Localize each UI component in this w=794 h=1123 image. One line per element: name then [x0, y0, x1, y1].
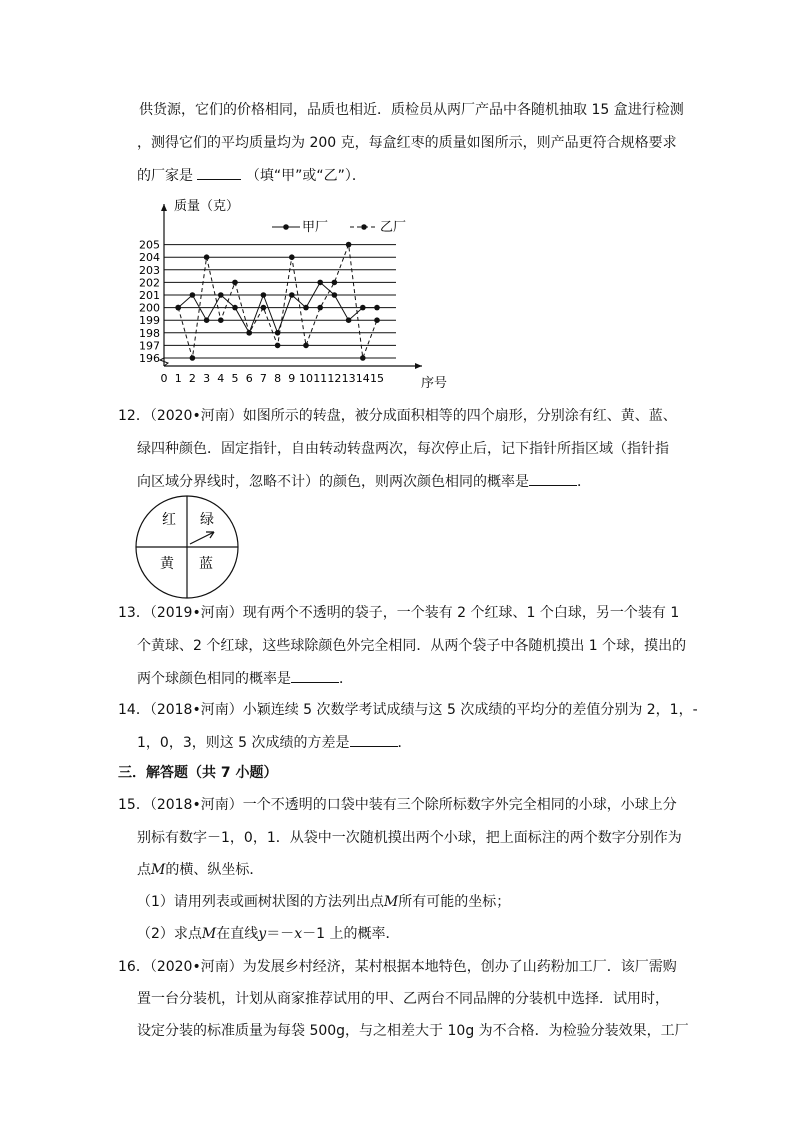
p15-q1	[137, 892, 510, 912]
p13-line1: 13．（2019•河南）现有两个不透明的袋子，一个装有 2 个红球、1 个白球，另一个装有 1	[118, 605, 680, 621]
y-tick-label: 205	[139, 238, 160, 252]
data-point	[175, 305, 181, 311]
var-x: x	[294, 926, 303, 942]
data-point	[332, 292, 338, 298]
p13-line3-text: 两个球颜色相同的概率是	[137, 671, 291, 687]
data-point	[190, 355, 196, 361]
var-M: M	[151, 862, 166, 878]
series-line-2	[178, 245, 377, 358]
p16-line1: 16．（2020•河南）为发展乡村经济，某村根据本地特色，创办了山药粉加工厂．该厂需购	[118, 959, 677, 975]
x-axis-title: 序号	[421, 376, 448, 391]
data-point	[346, 242, 352, 248]
p13-line3-end: ．	[339, 671, 353, 687]
p15-line1: 15．（2018•河南）一个不透明的口袋中装有三个除所标数字外完全相同的小球，小球上分	[118, 797, 677, 813]
x-tick-label: 12	[327, 372, 342, 385]
legend-marker	[361, 224, 367, 230]
x-tick-label: 6	[245, 372, 253, 385]
sector-red-label: 红	[162, 512, 176, 528]
y-tick-label: 196	[139, 352, 160, 365]
data-point	[218, 292, 224, 298]
data-point	[275, 343, 281, 349]
p15-line3-post: 的横、纵坐标．	[165, 862, 264, 878]
p13-line3	[137, 668, 353, 689]
p15-q1-post: 所有可能的坐标；	[398, 894, 511, 910]
y-tick-label: 197	[139, 339, 160, 353]
p14-line2	[137, 732, 412, 753]
p11-line1: 供货源，它们的价格相同，品质也相近．质检员从两厂产品中各随机抽取 15 盒进行检测	[139, 102, 684, 118]
p15-q2-eq: ＝－	[266, 926, 295, 942]
data-point	[190, 292, 196, 298]
data-point	[204, 254, 210, 260]
data-point	[232, 305, 238, 311]
answer-blank	[350, 732, 398, 747]
p11-line3-post: （填“甲”或“乙”）．	[245, 168, 366, 184]
x-tick-label: 15	[370, 372, 384, 385]
y-tick-label: 200	[139, 301, 160, 315]
data-point	[246, 330, 252, 336]
answer-blank	[197, 165, 241, 180]
y-axis-title: 质量（克）	[174, 199, 240, 214]
y-axis-arrow-icon	[161, 204, 167, 211]
p15-q1-pre: （1）请用列表或画树状图的方法列出点	[137, 894, 384, 910]
data-point	[346, 317, 352, 323]
p15-line3-pre: 点	[137, 862, 151, 878]
var-M: M	[201, 926, 217, 942]
y-tick-label: 201	[139, 289, 160, 302]
x-tick-label: 8	[274, 372, 282, 385]
p15-line2: 别标有数字－1，0，1．从袋中一次随机摸出两个小球，把上面标注的两个数字分别作为	[137, 830, 682, 846]
data-point	[204, 317, 210, 323]
x-tick-label: 1	[174, 372, 182, 385]
data-point	[303, 305, 309, 311]
section-heading: 三．解答题（共 7 小题）	[118, 765, 278, 781]
p15-q2-post: －1 上的概率．	[302, 926, 400, 942]
y-tick-label: 204	[139, 251, 160, 265]
sector-blue-label: 蓝	[199, 556, 213, 572]
p11-line2: ，测得它们的平均质量均为 200 克，每盒红枣的质量如图所示，则产品更符合规格要求	[137, 135, 677, 151]
var-M: M	[383, 894, 399, 910]
data-point	[261, 292, 267, 298]
data-point	[289, 254, 295, 260]
data-point	[332, 280, 338, 286]
p14-line1: 14．（2018•河南）小颖连续 5 次数学考试成绩与这 5 次成绩的平均分的差值分别为 2，1，-	[118, 702, 698, 718]
legend-label: 乙厂	[380, 220, 407, 235]
answer-blank	[291, 668, 339, 683]
data-point	[317, 305, 323, 311]
p12-line1: 12．（2020•河南）如图所示的转盘，被分成面积相等的四个扇形，分别涂有红、黄、蓝、	[118, 408, 677, 424]
data-point	[360, 305, 366, 311]
var-y: y	[258, 926, 267, 942]
data-point	[317, 280, 323, 286]
p13-line2: 个黄球、2 个红球，这些球除颜色外完全相同．从两个袋子中各随机摸出 1 个球，摸出的	[137, 638, 687, 654]
x-tick-label: 9	[288, 372, 296, 385]
quality-chart	[130, 196, 460, 392]
p15-line3	[137, 860, 263, 880]
data-point	[289, 292, 295, 298]
data-point	[232, 280, 238, 286]
data-point	[261, 305, 267, 311]
p12-line3-text: 向区域分界线时，忽略不计）的颜色，则两次颜色相同的概率是	[137, 474, 529, 490]
x-axis-arrow-icon	[415, 363, 422, 369]
p15-q2-mid: 在直线	[216, 926, 259, 942]
y-tick-label: 199	[139, 314, 160, 328]
x-tick-label: 4	[217, 372, 225, 385]
p12-line3-end: ．	[577, 474, 591, 490]
p16-line3: 设定分装的标准质量为每袋 500g，与之相差大于 10g 为不合格．为检验分装效果，工厂	[137, 1023, 689, 1039]
x-tick-label: 10	[299, 372, 313, 385]
data-point	[374, 317, 380, 323]
answer-blank	[529, 471, 577, 486]
p11-line3	[137, 165, 366, 186]
legend-label: 甲厂	[302, 220, 329, 235]
x-tick-label: 2	[188, 372, 196, 385]
x-tick-label: 0	[160, 372, 168, 385]
p15-q2-pre: （2）求点	[137, 926, 202, 942]
sector-green-label: 绿	[200, 512, 214, 528]
x-tick-label: 14	[355, 372, 370, 385]
p16-line2: 置一台分装机，计划从商家推荐试用的甲、乙两台不同品牌的分装机中选择．试用时，	[137, 991, 669, 1007]
x-tick-label: 5	[231, 372, 239, 385]
p12-line2: 绿四种颜色．固定指针，自由转动转盘两次，每次停止后，记下指针所指区域（指针指	[137, 441, 669, 457]
x-tick-label: 7	[259, 372, 267, 385]
p14-line2-end: ．	[397, 735, 412, 751]
legend-marker	[283, 224, 289, 230]
data-point	[360, 355, 366, 361]
p12-line3	[137, 471, 591, 492]
data-point	[303, 343, 309, 349]
p11-line3-pre: 的厂家是	[137, 168, 193, 184]
sector-yellow-label: 黄	[160, 556, 174, 572]
data-point	[218, 317, 224, 323]
p14-line2-text: 1，0，3，则这 5 次成绩的方差是	[137, 735, 350, 751]
y-tick-label: 198	[139, 326, 160, 340]
p15-q2	[137, 924, 399, 944]
x-tick-label: 11	[313, 372, 328, 385]
y-tick-label: 202	[139, 276, 160, 290]
y-tick-label: 203	[139, 263, 160, 277]
x-tick-label: 3	[203, 372, 211, 385]
x-tick-label: 13	[341, 372, 356, 385]
spinner-figure	[134, 494, 240, 600]
data-point	[374, 305, 380, 311]
